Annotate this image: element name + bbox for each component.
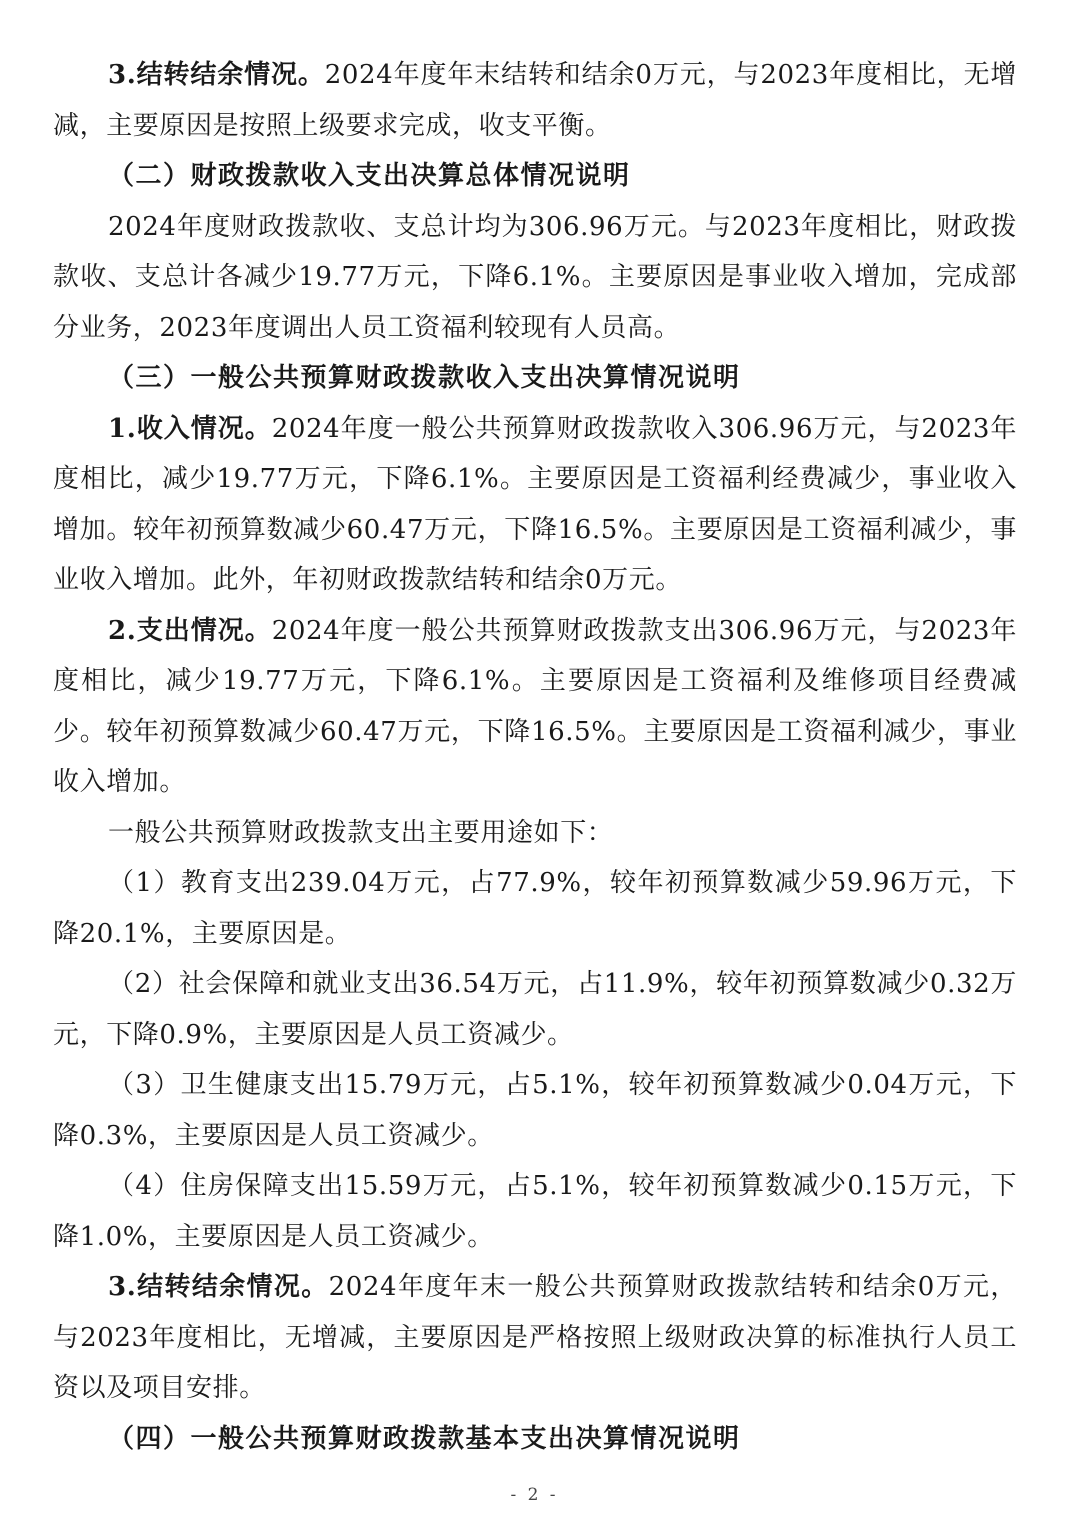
paragraph-lead: 1.收入情况。 [108, 413, 272, 444]
paragraph-usage-intro: 一般公共预算财政拨款支出主要用途如下： [108, 817, 614, 848]
paragraph-carryover-summary [53, 50, 1017, 151]
section-heading-3: （三）一般公共预算财政拨款收入支出决算情况说明 [108, 363, 741, 393]
paragraph-fiscal-total: 2024年度财政拨款收、支总计均为306.96万元。与2023年度相比，财政拨款收、支总计各减少19.77万元，下降6.1%。主要原因是事业收入增加，完成部分业务，2023年度调出人员工资福利较现有人员高。 [53, 211, 1017, 343]
paragraph-lead: 3.结转结余情况。 [108, 60, 325, 90]
paragraph-lead: 3.结转结余情况。 [108, 1272, 329, 1302]
paragraph-expenditure [53, 606, 1017, 808]
section-heading-2: （二）财政拨款收入支出决算总体情况说明 [108, 161, 631, 191]
paragraph-text: 2024年度年末一般公共预算财政拨款结转和结余0万元，与2023年度相比，无增减，主要原因是严格按照上级财政决算的标准执行人员工资以及项目安排。 [53, 1272, 1017, 1403]
list-item-education: （1）教育支出239.04万元，占77.9%，较年初预算数减少59.96万元，下降20.1%，主要原因是。 [53, 868, 1017, 949]
list-item-health: （3）卫生健康支出15.79万元，占5.1%，较年初预算数减少0.04万元，下降0.3%，主要原因是人员工资减少。 [53, 1070, 1017, 1151]
list-item-social-security: （2）社会保障和就业支出36.54万元，占11.9%，较年初预算数减少0.32万元，下降0.9%，主要原因是人员工资减少。 [53, 969, 1017, 1050]
page-number: - 2 - [510, 1485, 559, 1505]
paragraph-text: 2024年度年末结转和结余0万元，与2023年度相比，无增减，主要原因是按照上级要求完成，收支平衡。 [53, 60, 1018, 141]
paragraph-text: 2024年度一般公共预算财政拨款支出306.96万元，与2023年度相比，减少19.77万元，下降6.1%。主要原因是工资福利及维修项目经费减少。较年初预算数减少60.47万元，下降16.5%。主要原因是工资福利减少，事业收入增加。 [53, 615, 1017, 797]
paragraph-carryover-general [53, 1262, 1017, 1414]
list-item-housing: （4）住房保障支出15.59万元，占5.1%，较年初预算数减少0.15万元，下降1.0%，主要原因是人员工资减少。 [53, 1171, 1017, 1252]
paragraph-lead: 2.支出情况。 [108, 615, 272, 646]
section-heading-4: （四）一般公共预算财政拨款基本支出决算情况说明 [108, 1423, 741, 1454]
paragraph-text: 2024年度一般公共预算财政拨款收入306.96万元，与2023年度相比，减少19.77万元，下降6.1%。主要原因是工资福利经费减少，事业收入增加。较年初预算数减少60.47万元，下降16.5%。主要原因是工资福利减少，事业收入增加。此外，年初财政拨款结转和结余0万元。 [53, 413, 1017, 595]
paragraph-income [53, 404, 1017, 606]
